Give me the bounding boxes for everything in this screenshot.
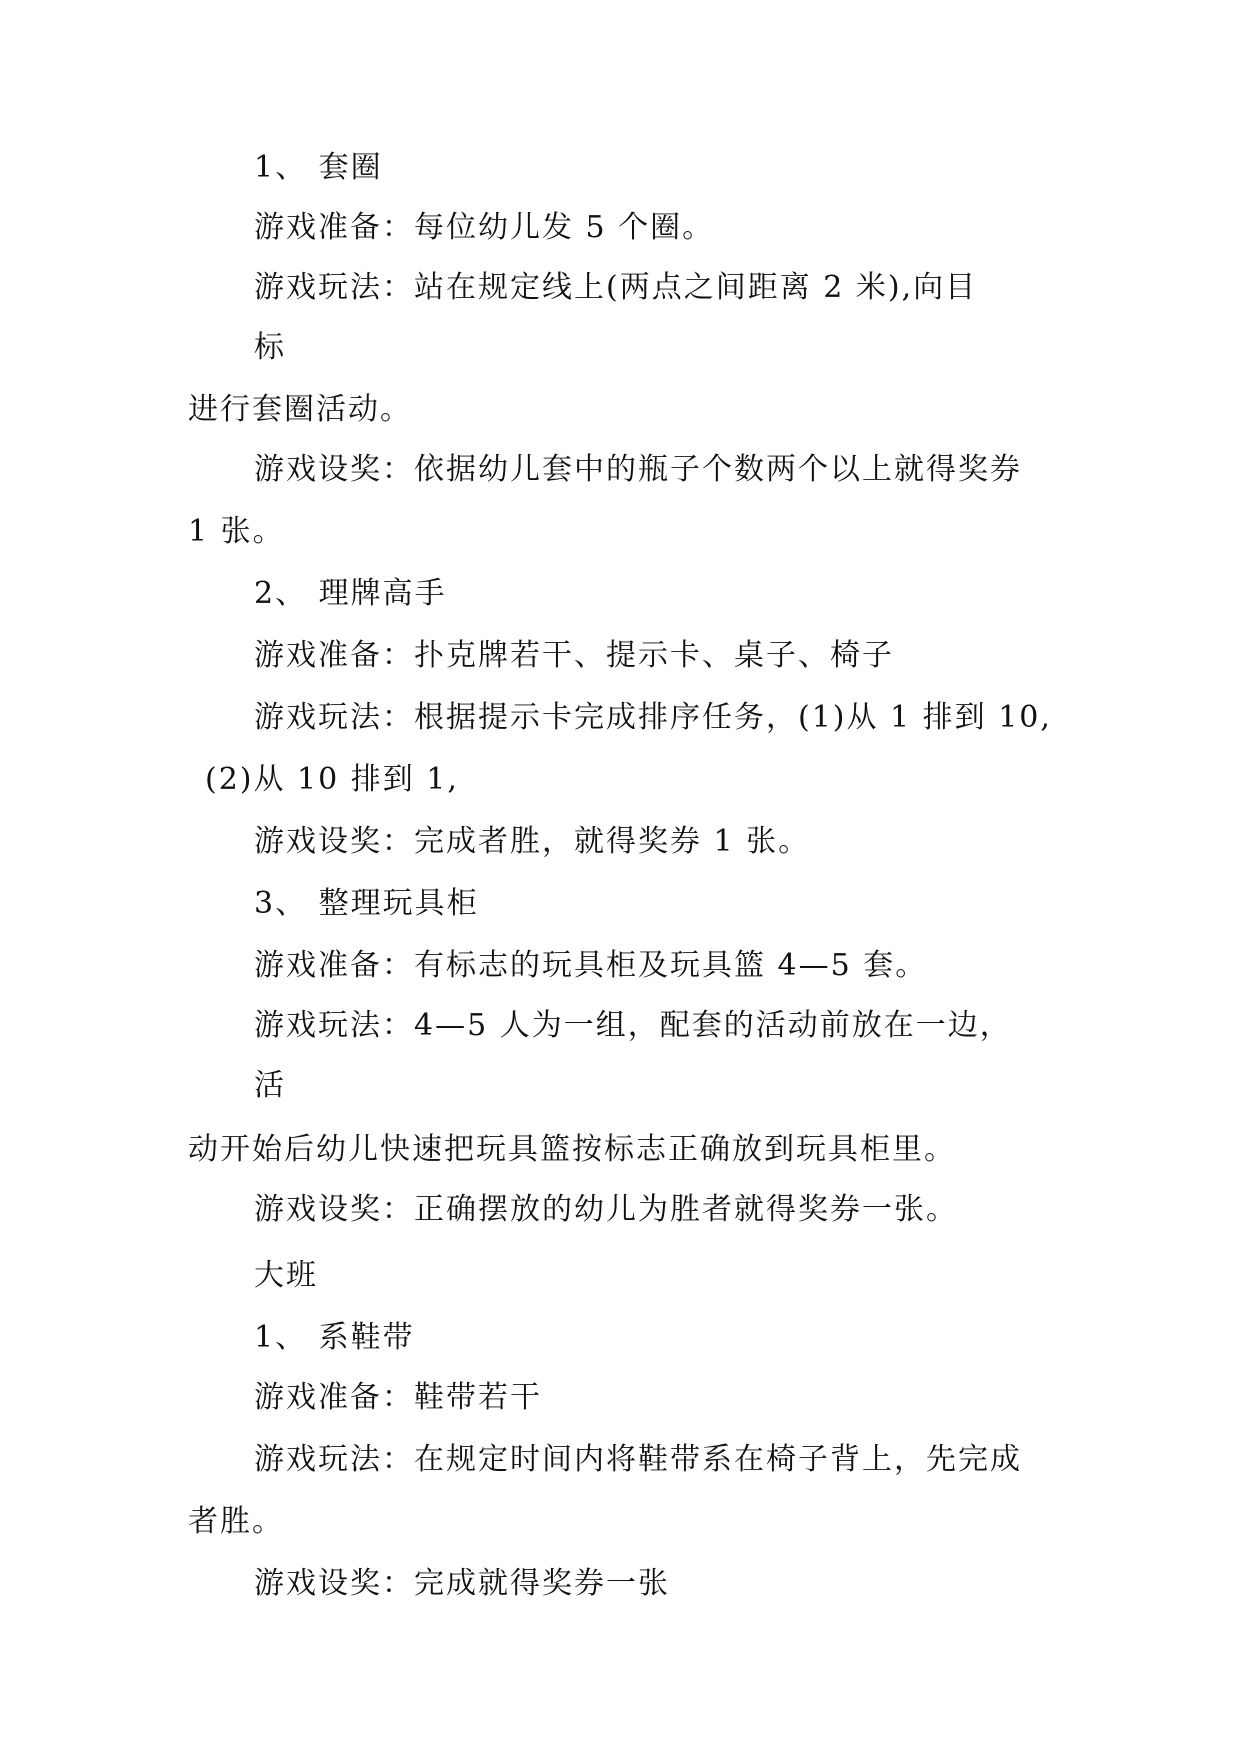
section-heading-toy-cabinet: 3、 整理玩具柜 xyxy=(254,886,479,921)
paragraph-line: 游戏玩法：根据提示卡完成排序任务，(1)从 1 排到 10, xyxy=(254,700,1052,735)
paragraph-line: 进行套圈活动。 xyxy=(188,392,412,427)
paragraph-line: 游戏设奖：完成者胜，就得奖券 1 张。 xyxy=(254,824,811,859)
paragraph-line: 游戏设奖：依据幼儿套中的瓶子个数两个以上就得奖券 xyxy=(254,452,1022,487)
paragraph-line: (2)从 10 排到 1, xyxy=(205,762,459,797)
paragraph-line: 活 xyxy=(254,1068,286,1103)
paragraph-line: 游戏玩法：4—5 人为一组，配套的活动前放在一边， xyxy=(254,1008,1012,1043)
paragraph-line: 游戏设奖：完成就得奖券一张 xyxy=(254,1566,670,1601)
paragraph-line: 游戏玩法：站在规定线上(两点之间距离 2 米),向目 xyxy=(254,270,978,305)
paragraph-line: 者胜。 xyxy=(188,1504,284,1539)
paragraph-line: 标 xyxy=(254,330,286,365)
section-heading-ring-toss: 1、 套圈 xyxy=(254,150,383,185)
section-heading-shoelace: 1、 系鞋带 xyxy=(254,1320,415,1355)
paragraph-line: 动开始后幼儿快速把玩具篮按标志正确放到玩具柜里。 xyxy=(188,1132,956,1167)
class-heading-senior: 大班 xyxy=(254,1258,318,1293)
paragraph-line: 游戏准备：鞋带若干 xyxy=(254,1380,542,1415)
paragraph-line: 游戏玩法：在规定时间内将鞋带系在椅子背上，先完成 xyxy=(254,1442,1022,1477)
paragraph-line: 游戏准备：每位幼儿发 5 个圈。 xyxy=(254,210,715,245)
section-heading-card-sorting: 2、 理牌高手 xyxy=(254,576,447,611)
paragraph-line: 游戏准备：扑克牌若干、提示卡、桌子、椅子 xyxy=(254,638,894,673)
paragraph-line: 1 张。 xyxy=(188,514,285,549)
paragraph-line: 游戏设奖：正确摆放的幼儿为胜者就得奖券一张。 xyxy=(254,1192,958,1227)
paragraph-line: 游戏准备：有标志的玩具柜及玩具篮 4—5 套。 xyxy=(254,948,928,983)
